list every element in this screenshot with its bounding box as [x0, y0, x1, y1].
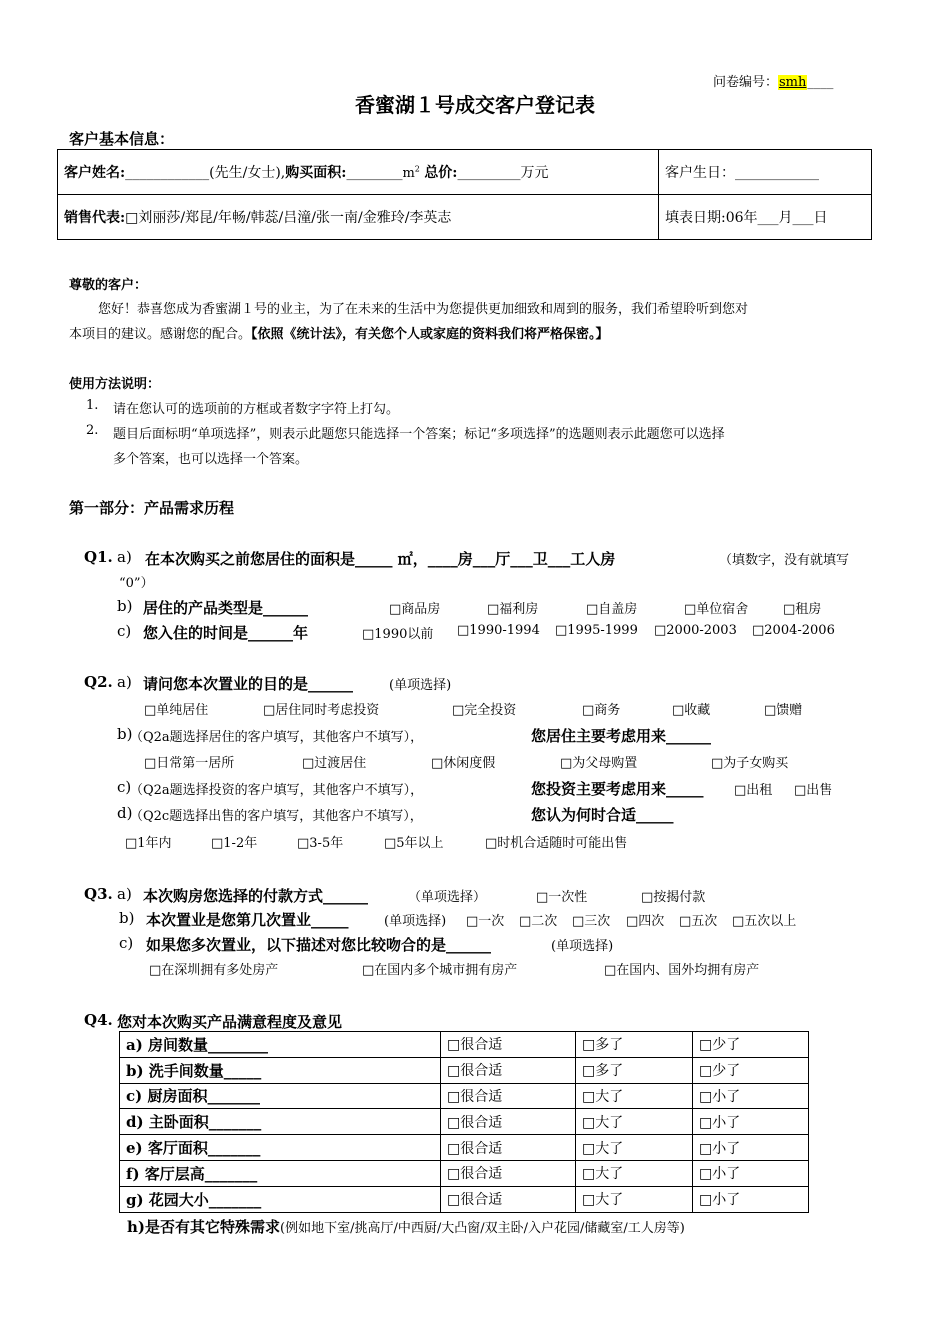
- table-row: [120, 1057, 809, 1083]
- customer-name-field[interactable]: ____________: [125, 165, 210, 181]
- q2d-label: d): [117, 804, 133, 822]
- satisfaction-item[interactable]: d) 主卧面积_______: [120, 1109, 441, 1135]
- title-option: (先生/女士),: [209, 165, 286, 181]
- fill-date-day-field[interactable]: ___: [792, 210, 814, 226]
- q4-title: 您对本次购买产品满意程度及意见: [117, 1013, 343, 1031]
- birthday-label: 客户生日：: [665, 165, 735, 181]
- satisfaction-item[interactable]: g) 花园大小_______: [120, 1186, 441, 1212]
- usage-item-1-number: 1.: [86, 398, 99, 413]
- q1b-option-5[interactable]: □租房: [783, 602, 822, 617]
- option-fit[interactable]: □很合适: [441, 1135, 576, 1161]
- customer-name-cell: [58, 150, 659, 195]
- q1b-option-4[interactable]: □单位宿舍: [684, 602, 749, 617]
- part-1-title: 第一部分：产品需求历程: [69, 499, 235, 517]
- satisfaction-table: [119, 1031, 809, 1213]
- q1c-option-3[interactable]: □1995-1999: [555, 623, 638, 638]
- q3a-option-2[interactable]: □按揭付款: [641, 890, 706, 905]
- q3a-question[interactable]: 本次购房您选择的付款方式______: [143, 887, 369, 905]
- option-larger[interactable]: □大了: [576, 1186, 693, 1212]
- fill-date-month-label: 月: [778, 210, 793, 226]
- q1a-label: a): [117, 548, 132, 566]
- q3b-option-6[interactable]: □五次以上: [732, 914, 797, 929]
- q2a-option-3[interactable]: □完全投资: [452, 703, 517, 718]
- q2b-note: （Q2a题选择居住的客户填写，其他客户不填写），: [130, 730, 424, 745]
- option-larger[interactable]: □大了: [576, 1109, 693, 1135]
- q2a-option-2[interactable]: □居住同时考虑投资: [263, 703, 380, 718]
- q3c-option-1[interactable]: □在深圳拥有多处房产: [149, 963, 279, 978]
- q1b-label: b): [117, 597, 133, 615]
- option-less[interactable]: □少了: [693, 1057, 809, 1083]
- option-more[interactable]: □多了: [576, 1057, 693, 1083]
- fill-date-cell: [659, 195, 872, 240]
- q2c-option-2[interactable]: □出售: [794, 783, 833, 798]
- q3b-option-5[interactable]: □五次: [679, 914, 718, 929]
- option-fit[interactable]: □很合适: [441, 1109, 576, 1135]
- q1c-question[interactable]: 您入住的时间是______年: [143, 624, 309, 642]
- option-smaller[interactable]: □小了: [693, 1135, 809, 1161]
- table-row: [120, 1109, 809, 1135]
- usage-item-1: 请在您认可的选项前的方框或者数字字符上打勾。: [113, 402, 400, 417]
- option-fit[interactable]: □很合适: [441, 1032, 576, 1058]
- satisfaction-item[interactable]: e) 客厅面积_______: [120, 1135, 441, 1161]
- q2b-label: b): [117, 725, 133, 743]
- q2b-question[interactable]: 您居住主要考虑用来______: [531, 727, 712, 745]
- q1c-option-1[interactable]: □1990以前: [362, 627, 434, 642]
- option-fit[interactable]: □很合适: [441, 1186, 576, 1212]
- q1c-option-5[interactable]: □2004-2006: [752, 623, 835, 638]
- option-smaller[interactable]: □小了: [693, 1083, 809, 1109]
- q1b-option-1[interactable]: □商品房: [389, 602, 441, 617]
- q2d-option-4[interactable]: □5年以上: [384, 836, 444, 851]
- q3c-question[interactable]: 如果您多次置业，以下描述对您比较吻合的是______: [146, 936, 492, 954]
- area-field[interactable]: ________: [346, 165, 403, 181]
- satisfaction-item[interactable]: c) 厨房面积_______: [120, 1083, 441, 1109]
- area-unit: m: [402, 166, 415, 181]
- fill-date-month-field[interactable]: ___: [757, 210, 779, 226]
- q1b-option-3[interactable]: □自盖房: [586, 602, 638, 617]
- total-price-label: 总价:: [424, 165, 458, 181]
- q3c-option-3[interactable]: □在国内、国外均拥有房产: [604, 963, 760, 978]
- confidentiality-notice: 【依照《统计法》，有关您个人或家庭的资料我们将严格保密。】: [251, 327, 609, 342]
- q2a-question[interactable]: 请问您本次置业的目的是______: [143, 675, 354, 693]
- q3a-label: a): [117, 885, 132, 903]
- usage-title: 使用方法说明：: [69, 377, 161, 392]
- sales-rep-label: 销售代表:: [64, 210, 126, 226]
- q3b-option-3[interactable]: □三次: [572, 914, 611, 929]
- q2a-label: a): [117, 673, 132, 691]
- satisfaction-item[interactable]: a) 房间数量________: [120, 1032, 441, 1058]
- q3b-option-2[interactable]: □二次: [519, 914, 558, 929]
- q2b-option-4[interactable]: □为父母购置: [560, 756, 638, 771]
- area-unit-sup: 2: [414, 164, 420, 174]
- q1c-option-2[interactable]: □1990-1994: [457, 623, 540, 638]
- q2d-option-5[interactable]: □时机合适随时可能出售: [485, 836, 628, 851]
- q4h-question[interactable]: h)是否有其它特殊需求: [127, 1218, 281, 1236]
- q1a-question[interactable]: 在本次购买之前您居住的面积是_____ ㎡，____房___厅___卫___工人房: [145, 550, 616, 568]
- option-fit[interactable]: □很合适: [441, 1083, 576, 1109]
- q2d-note: （Q2c题选择出售的客户填写，其他客户不填写），: [130, 809, 423, 824]
- usage-item-2-line-1: 题目后面标明“单项选择”，则表示此题您只能选择一个答案；标记“多项选择”的选题则表示此题您可以选择: [113, 427, 725, 442]
- q1c-option-4[interactable]: □2000-2003: [654, 623, 737, 638]
- table-row: [120, 1186, 809, 1212]
- q2-id: Q2.: [84, 673, 113, 691]
- sales-rep-cell: [58, 195, 659, 240]
- option-less[interactable]: □少了: [693, 1032, 809, 1058]
- greeting-line-2: [69, 323, 609, 342]
- q2c-question[interactable]: 您投资主要考虑用来_____: [531, 780, 704, 798]
- option-smaller[interactable]: □小了: [693, 1109, 809, 1135]
- fill-date-label: 填表日期:06年: [665, 210, 758, 226]
- questionnaire-number-blank: ____: [807, 75, 834, 90]
- customer-name-label: 客户姓名:: [64, 165, 126, 181]
- q3b-label: b): [119, 909, 135, 927]
- option-fit[interactable]: □很合适: [441, 1057, 576, 1083]
- q2b-option-5[interactable]: □为子女购买: [711, 756, 789, 771]
- questionnaire-number-value[interactable]: smh: [779, 75, 807, 90]
- table-row: [120, 1135, 809, 1161]
- q2c-label: c): [117, 778, 132, 796]
- q1a-note: （填数字，没有就填写: [719, 553, 850, 568]
- q1a-note-2: “0”）: [119, 576, 154, 591]
- birthday-field[interactable]: ____________: [735, 165, 819, 181]
- q2a-option-6[interactable]: □馈赠: [764, 703, 803, 718]
- q2a-note: (单项选择): [389, 678, 452, 693]
- q3c-option-2[interactable]: □在国内多个城市拥有房产: [362, 963, 518, 978]
- greeting-line-1: 您好！恭喜您成为香蜜湖１号的业主，为了在未来的生活中为您提供更加细致和周到的服务，我们希望聆听到您对: [98, 302, 749, 317]
- q2c-option-1[interactable]: □出租: [734, 783, 773, 798]
- satisfaction-item[interactable]: f) 客厅层高_______: [120, 1160, 441, 1186]
- usage-item-2-number: 2.: [86, 423, 99, 438]
- q3a-note: （单项选择）: [408, 890, 487, 905]
- option-larger[interactable]: □大了: [576, 1083, 693, 1109]
- q2c-note: （Q2a题选择投资的客户填写，其他客户不填写），: [130, 783, 424, 798]
- q3c-label: c): [119, 934, 134, 952]
- q1-id: Q1.: [84, 548, 113, 566]
- q2b-option-3[interactable]: □休闲度假: [431, 756, 496, 771]
- questionnaire-number-label: 问卷编号：: [713, 75, 779, 90]
- q2a-option-1[interactable]: □单纯居住: [144, 703, 209, 718]
- q3a-option-1[interactable]: □一次性: [536, 890, 588, 905]
- table-row: [120, 1032, 809, 1058]
- q2d-option-3[interactable]: □3-5年: [297, 836, 344, 851]
- total-price-unit: 万元: [520, 165, 549, 181]
- q2d-option-1[interactable]: □1年内: [125, 836, 172, 851]
- option-larger[interactable]: □大了: [576, 1135, 693, 1161]
- fill-date-day-label: 日: [813, 210, 828, 226]
- usage-item-2-line-2: 多个答案，也可以选择一个答案。: [113, 452, 309, 467]
- q4-id: Q4.: [84, 1011, 113, 1029]
- q2d-question[interactable]: 您认为何时合适_____: [531, 806, 674, 824]
- option-smaller[interactable]: □小了: [693, 1186, 809, 1212]
- section-basic-info-title: 客户基本信息：: [69, 130, 175, 148]
- q4h-line: [127, 1216, 685, 1237]
- satisfaction-item[interactable]: b) 洗手间数量_____: [120, 1057, 441, 1083]
- greeting-title: 尊敬的客户：: [69, 278, 148, 293]
- birthday-cell: [659, 150, 872, 195]
- q2d-option-2[interactable]: □1-2年: [211, 836, 258, 851]
- greeting-line-2-text: 本项目的建议。感谢您的配合。: [69, 327, 252, 342]
- q2a-option-5[interactable]: □收藏: [672, 703, 711, 718]
- q1b-option-2[interactable]: □福利房: [487, 602, 539, 617]
- option-smaller[interactable]: □小了: [693, 1160, 809, 1186]
- q2b-option-1[interactable]: □日常第一居所: [144, 756, 235, 771]
- q1c-label: c): [117, 622, 132, 640]
- q1b-question[interactable]: 居住的产品类型是______: [143, 599, 309, 617]
- q2b-option-2[interactable]: □过渡居住: [302, 756, 367, 771]
- q2a-option-4[interactable]: □商务: [582, 703, 621, 718]
- questionnaire-number: [713, 71, 833, 90]
- q4h-note: (例如地下室/挑高厅/中西厨/大凸窗/双主卧/入户花园/储藏室/工人房等): [280, 1221, 685, 1236]
- total-price-field[interactable]: _________: [457, 165, 521, 181]
- page-title: 香蜜湖１号成交客户登记表: [355, 93, 595, 117]
- q3b-option-1[interactable]: □一次: [466, 914, 505, 929]
- q3b-question[interactable]: 本次置业是您第几次置业_____: [146, 911, 349, 929]
- q3-id: Q3.: [84, 885, 113, 903]
- area-label: 购买面积:: [285, 165, 347, 181]
- q3c-note: (单项选择): [551, 939, 614, 954]
- q3b-note: (单项选择): [384, 914, 447, 929]
- table-row: [120, 1160, 809, 1186]
- table-row: [120, 1083, 809, 1109]
- basic-info-table: [57, 149, 872, 240]
- sales-rep-options[interactable]: □刘丽莎/郑昆/年畅/韩蕊/吕潼/张一南/金雅玲/李英志: [125, 210, 452, 226]
- q3b-option-4[interactable]: □四次: [626, 914, 665, 929]
- option-larger[interactable]: □大了: [576, 1160, 693, 1186]
- option-more[interactable]: □多了: [576, 1032, 693, 1058]
- option-fit[interactable]: □很合适: [441, 1160, 576, 1186]
